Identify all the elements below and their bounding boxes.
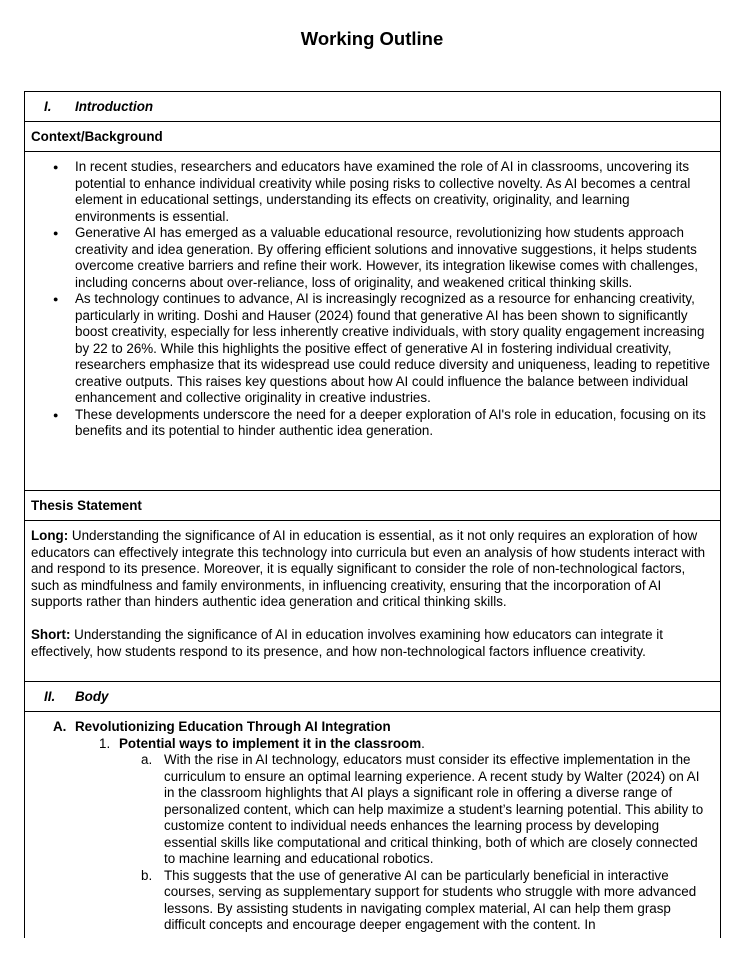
outline-item-title: Potential ways to implement it in the classroom [119,735,422,751]
context-content [25,152,720,491]
section-numeral: II. [44,689,56,704]
introduction-header [25,92,720,122]
thesis-short-label: Short: [31,627,71,642]
document-title: Working Outline [300,28,444,49]
outline-marker: a. [141,752,153,767]
outline-marker: 1. [99,735,111,751]
thesis-long-label: Long: [31,528,69,543]
outline-subitem-text: This suggests that the use of generative AI can be particularly beneficial in interactive courses, serving as supplementary support for students who struggle with more advanced lessons. By assisting students in navigating complex material, AI can help them grasp difficult concepts and encourage deeper engagement with the content. In [164,867,697,932]
section-label: Introduction [75,99,154,114]
list-item: ● Generative AI has emerged as a valuable educational resource, revolutionizing how students approach creativity and idea generation. By offering efficient solutions and innovative suggestions, it helps students overcome creative barriers and refine their work. However, its integration likewise comes with challenges, including concerns about over-reliance, loss of originality, and weakened critical thinking skills. [25,225,712,291]
list-item: ● These developments underscore the need for a deeper exploration of AI's role in education, focusing on its benefits and its potential to hinder authentic idea generation. [25,407,712,440]
thesis-short-text: Understanding the significance of AI in education involves examining how educators can integrate it effectively, how students respond to its presence, and how non-technological factors influence creativity. [31,627,663,659]
thesis-heading: Thesis Statement [25,491,720,521]
list-item: ● In recent studies, researchers and educators have examined the role of AI in classrooms, uncovering its potential to enhance individual creativity while posing risks to collective novelty. As AI becomes a central element in educational settings, understanding its effects on creativity, originality, and learning environments is essential. [25,159,712,225]
thesis-short [31,627,712,660]
body-content [25,712,720,934]
outline-item-1 [25,736,712,753]
thesis-content [25,521,720,682]
list-item: ● As technology continues to advance, AI is increasingly recognized as a resource for enhancing creativity, particularly in writing. Doshi and Hauser (2024) found that generative AI has been shown to significantly boost creativity, especially for less inherently creative individuals, with story quality engagement increasing by 22 to 26%. While this highlights the positive effect of generative AI in fostering individual creativity, researchers emphasize that its widespread use could reduce diversity and uniqueness, leading to repetitive creative outputs. This raises key questions about how AI could influence the balance between individual enhancement and collective originality in creative industries. [25,291,712,407]
outline-marker: b. [141,867,153,883]
section-numeral: I. [44,99,52,114]
body-header [25,682,720,712]
outline-section-a [25,719,712,736]
context-heading: Context/Background [25,122,720,152]
outline-section-title: Revolutionizing Education Through AI Integration [75,719,391,734]
section-label: Body [75,689,109,704]
outline-item-period: . [421,735,425,751]
outline-subitem-b [25,868,712,934]
context-bullet-list [25,159,712,440]
outline-subitem-text: With the rise in AI technology, educators must consider its effective implementation in the curriculum to ensure an optimal learning experience. A recent study by Walter (2024) on AI in the classroom highlights that AI plays a significant role in offering a diverse range of personalized content, which can help maximize a student’s learning potential. This ability to customize content to individual needs enhances the learning process by developing essential skills like computational and critical thinking, both of which are closely connected to machine learning and educational robotics. [164,752,704,866]
thesis-long-text: Understanding the significance of AI in education is essential, as it not only requires an exploration of how educators can effectively integrate this technology into curricula but even an analysis of how students interact with and respond to its presence. Moreover, it is equally significant to consider the role of non-technological factors, such as mindfulness and family environments, in influencing creativity, ensuring that the incorporation of AI supports rather than hinders authentic idea generation and critical thinking skills. [31,528,706,609]
thesis-long [31,528,712,611]
outline-subitem-a [25,752,712,868]
outline-table [24,91,721,938]
outline-marker: A. [53,719,67,734]
